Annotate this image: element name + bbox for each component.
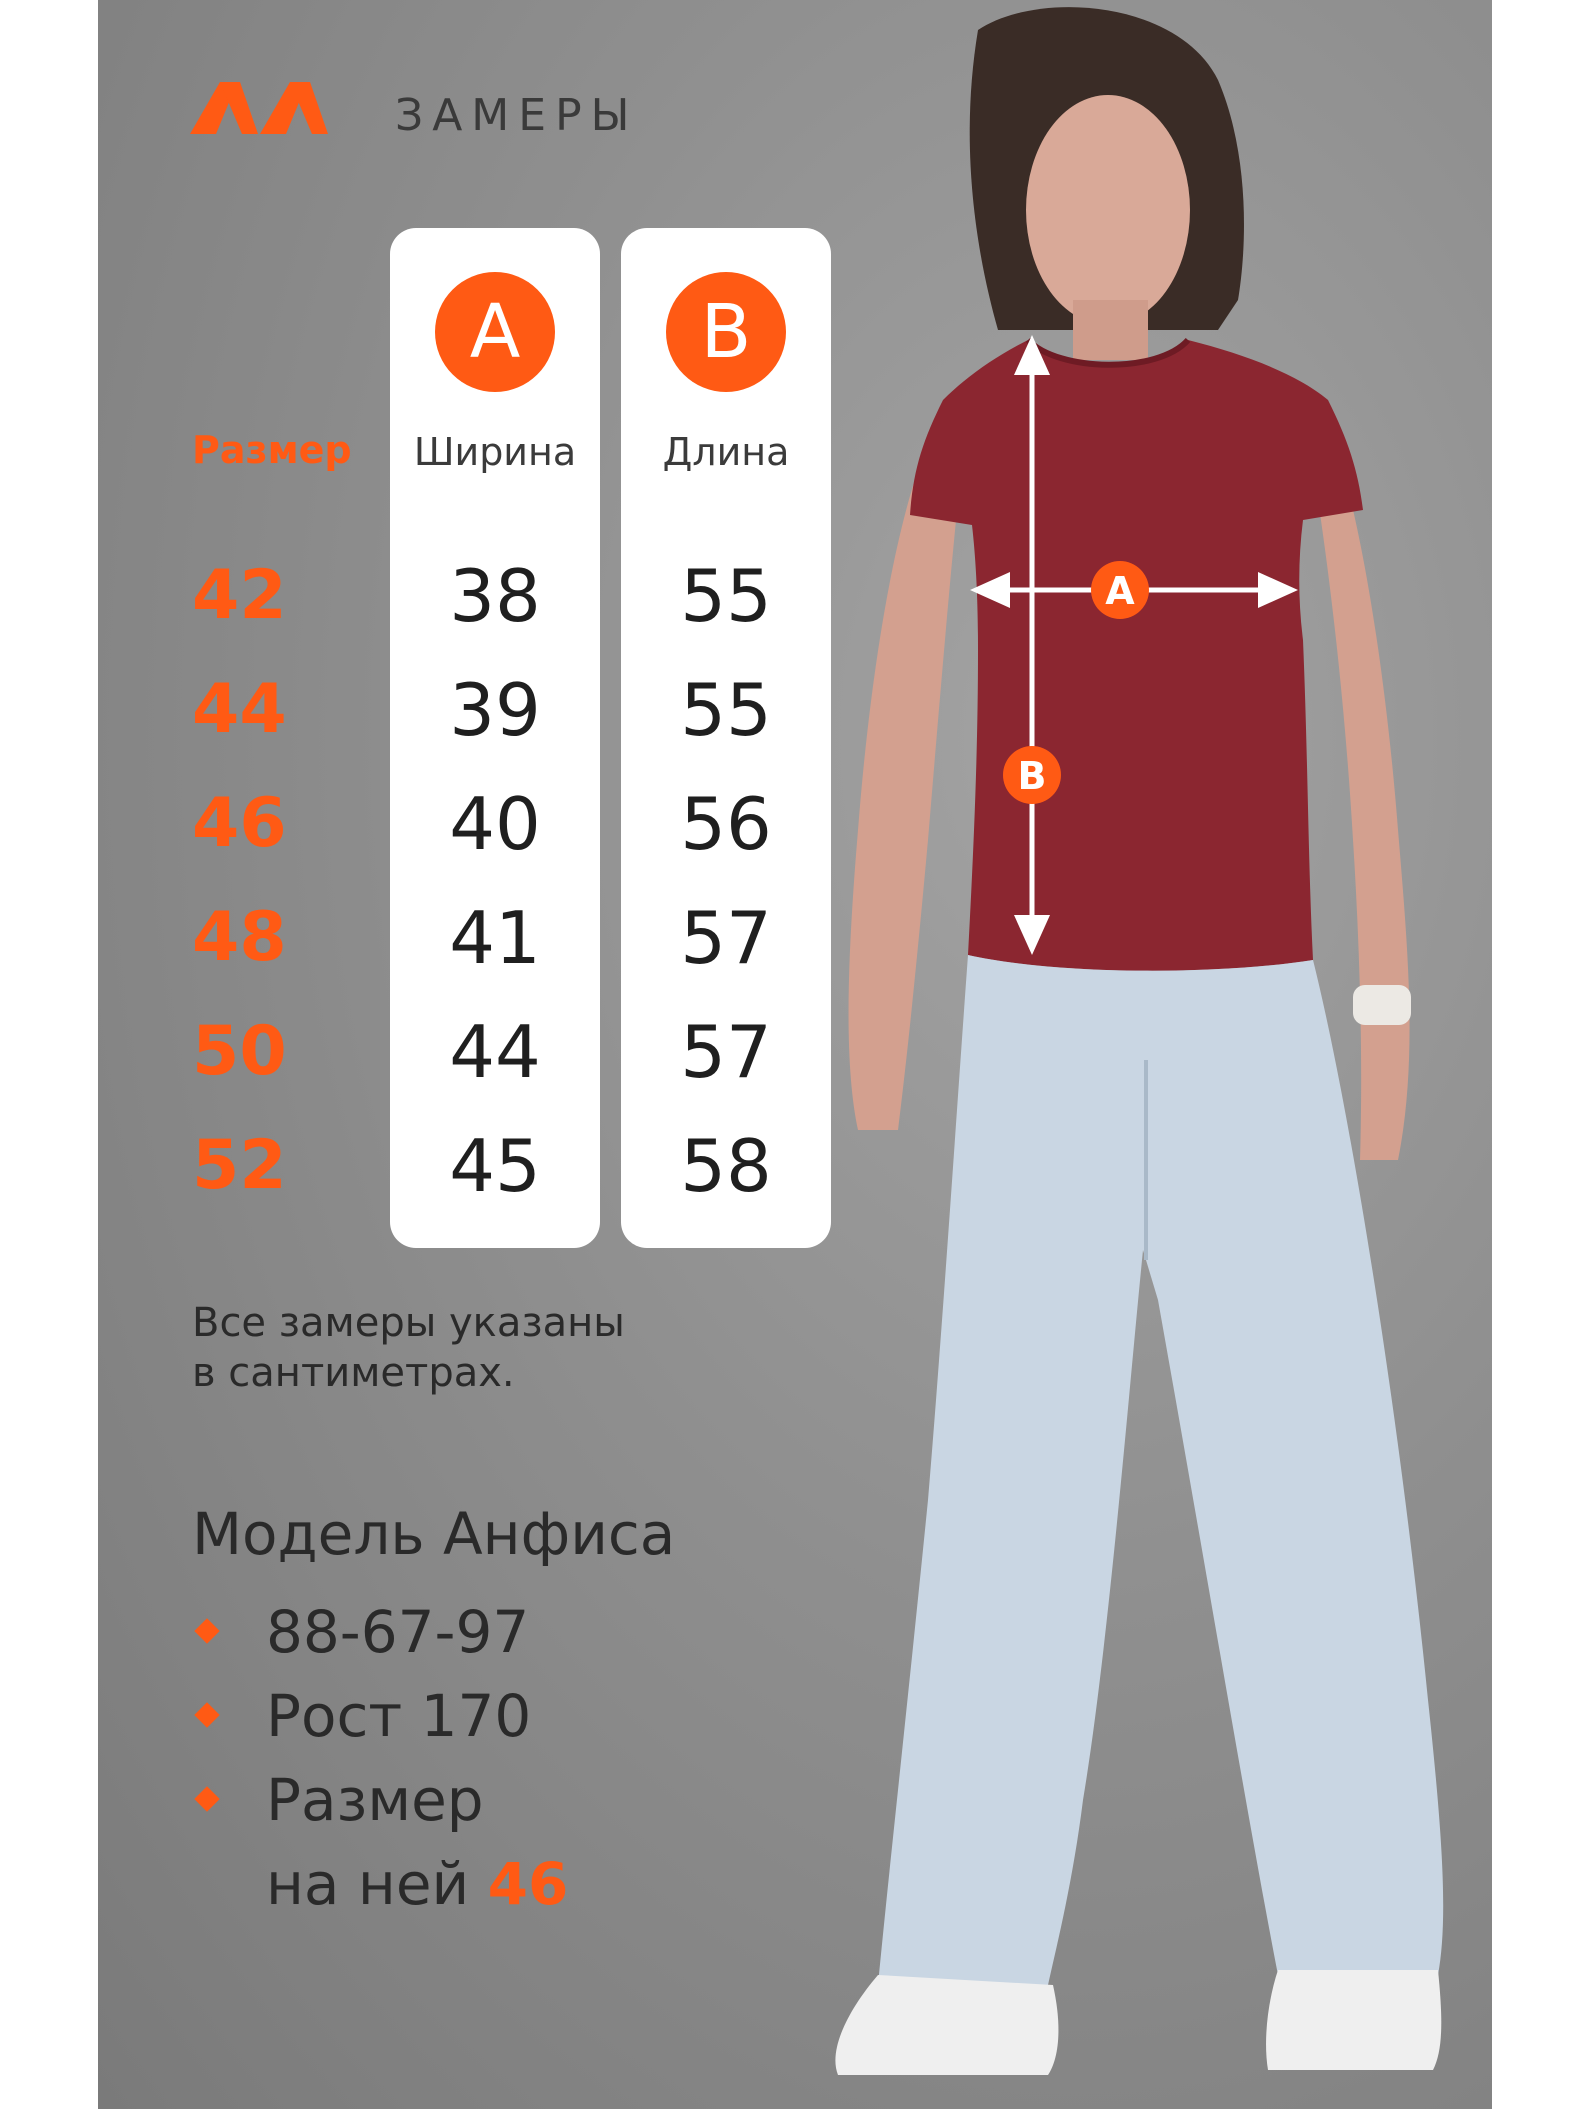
model-height: Рост 170: [266, 1682, 532, 1750]
size-header: Размер: [192, 428, 352, 472]
model-jeans: [878, 955, 1443, 1985]
units-note-line: Все замеры указаны: [192, 1300, 625, 1346]
model-size-label: Размер: [266, 1766, 484, 1834]
size-value: 44: [192, 670, 287, 749]
model-size-line: [266, 1844, 568, 1924]
model-title: Модель Анфиса: [192, 1500, 676, 1568]
length-value: 56: [680, 782, 772, 866]
marker-b-label: B: [1017, 754, 1047, 798]
model-measurements: 88-67-97: [266, 1598, 530, 1666]
model-left-shoe: [835, 1975, 1058, 2075]
size-value: 46: [192, 784, 287, 863]
length-value: 57: [680, 896, 772, 980]
length-column-card: [621, 228, 831, 1248]
length-values: [621, 548, 831, 1232]
model-left-arm: [849, 470, 958, 1130]
units-note: [192, 1298, 625, 1398]
width-column-header: Ширина: [413, 430, 577, 474]
size-value: 52: [192, 1126, 287, 1205]
badge-b: B: [666, 272, 786, 392]
model-neck: [1073, 300, 1148, 360]
width-column-card: [390, 228, 600, 1248]
measurement-card: [98, 0, 1492, 2109]
width-value: 38: [449, 554, 541, 638]
width-value: 44: [449, 1010, 541, 1094]
model-tshirt: [910, 340, 1363, 971]
length-value: 58: [680, 1124, 772, 1208]
brand-logo-icon: [190, 82, 330, 134]
model-size-value: 46: [487, 1850, 569, 1918]
units-note-line: в сантиметрах.: [192, 1350, 515, 1396]
length-value: 55: [680, 668, 772, 752]
model-right-shoe: [1266, 1970, 1441, 2070]
length-value: 57: [680, 1010, 772, 1094]
marker-a-label: A: [1105, 569, 1135, 613]
watch: [1353, 985, 1411, 1025]
width-values: [390, 548, 600, 1232]
size-list: [192, 548, 287, 1232]
width-value: 41: [449, 896, 541, 980]
model-face: [1026, 95, 1190, 325]
length-column-header: Длина: [662, 430, 790, 474]
badge-a: A: [435, 272, 555, 392]
width-value: 39: [449, 668, 541, 752]
width-value: 40: [449, 782, 541, 866]
page-title: ЗАМЕРЫ: [395, 90, 639, 141]
size-value: 48: [192, 898, 287, 977]
model-size-prefix: на ней: [266, 1850, 470, 1918]
size-value: 50: [192, 1012, 287, 1091]
size-value: 42: [192, 556, 287, 635]
length-value: 55: [680, 554, 772, 638]
width-value: 45: [449, 1124, 541, 1208]
